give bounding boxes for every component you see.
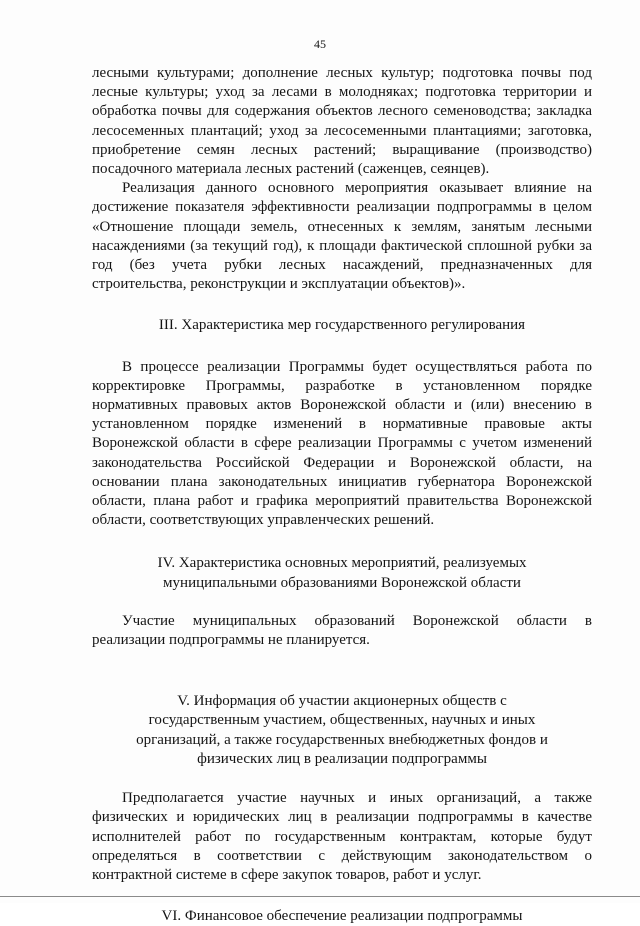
scan-edge-line <box>0 896 640 897</box>
paragraph-municipal-participation: Участие муниципальных образований Воронежской области в реализации подпрограммы не планируется. <box>92 612 592 649</box>
page-body <box>92 64 592 926</box>
paragraph-organizations-participation: Предполагается участие научных и иных организаций, а также физических и юридических лиц в реализации подпрограммы в качестве исполнителей работ по государственным контрактам, которые будут определяться в соответствии с действующим законодательством о контрактной системе в сфере закупок товаров, работ и услуг. <box>92 790 592 883</box>
page-number: 45 <box>314 37 326 51</box>
heading-section-5-line-3: организаций, а также государственных внебюджетных фондов и <box>136 731 548 748</box>
heading-section-6: VI. Финансовое обеспечение реализации подпрограммы <box>161 908 523 925</box>
heading-section-4 <box>92 554 592 592</box>
paragraph-state-regulation: В процессе реализации Программы будет осуществляться работа по корректировке Программы, разработке в установленном порядке нормативных правовых актов Воронежской области и (или) внесению в установленном порядке изменений в нормативные правовые акты Воронежской области в сфере реализации Программы с учетом изменений законодательства Российской Федерации и Воронежской области, на основании плана законодательных инициатив губернатора Воронежской области, плана работ и графика мероприятий правительства Воронежской области, соответствующих управленческих решений. <box>92 358 592 529</box>
heading-section-5 <box>92 692 592 769</box>
heading-section-5-line-1: V. Информация об участии акционерных обществ с <box>177 693 507 710</box>
heading-section-3: III. Характеристика мер государственного регулирования <box>158 317 526 334</box>
heading-section-5-line-2: государственным участием, общественных, научных и иных <box>148 712 536 729</box>
paragraph-forest-crops: лесными культурами; дополнение лесных культур; подготовка почвы под лесные культуры; уход за лесами в молодняках; подготовка территории и обработка почвы для содержания объектов лесного семеноводства; закладка лесосеменных плантаций; уход за лесосеменными плантациями; заготовка, приобретение семян лесных растений; выращивание (производство) посадочного материала лесных растений (саженцев, сеянцев). <box>92 65 592 178</box>
paragraph-main-event-impact: Реализация данного основного мероприятия оказывает влияние на достижение показателя эффективности реализации подпрограммы в целом «Отношение площади земель, отнесенных к землям, занятым лесными насаждениями (за текущий год), к площади фактической сплошной рубки за год (без учета рубки лесных насаждений, предназначенных для строительства, реконструкции и эксплуатации объектов)». <box>92 180 592 293</box>
heading-section-5-line-4: физических лиц в реализации подпрограммы <box>197 750 487 767</box>
heading-section-4-line-1: IV. Характеристика основных мероприятий, реализуемых <box>157 555 527 572</box>
heading-section-4-line-2: муниципальными образованиями Воронежской области <box>163 574 521 591</box>
